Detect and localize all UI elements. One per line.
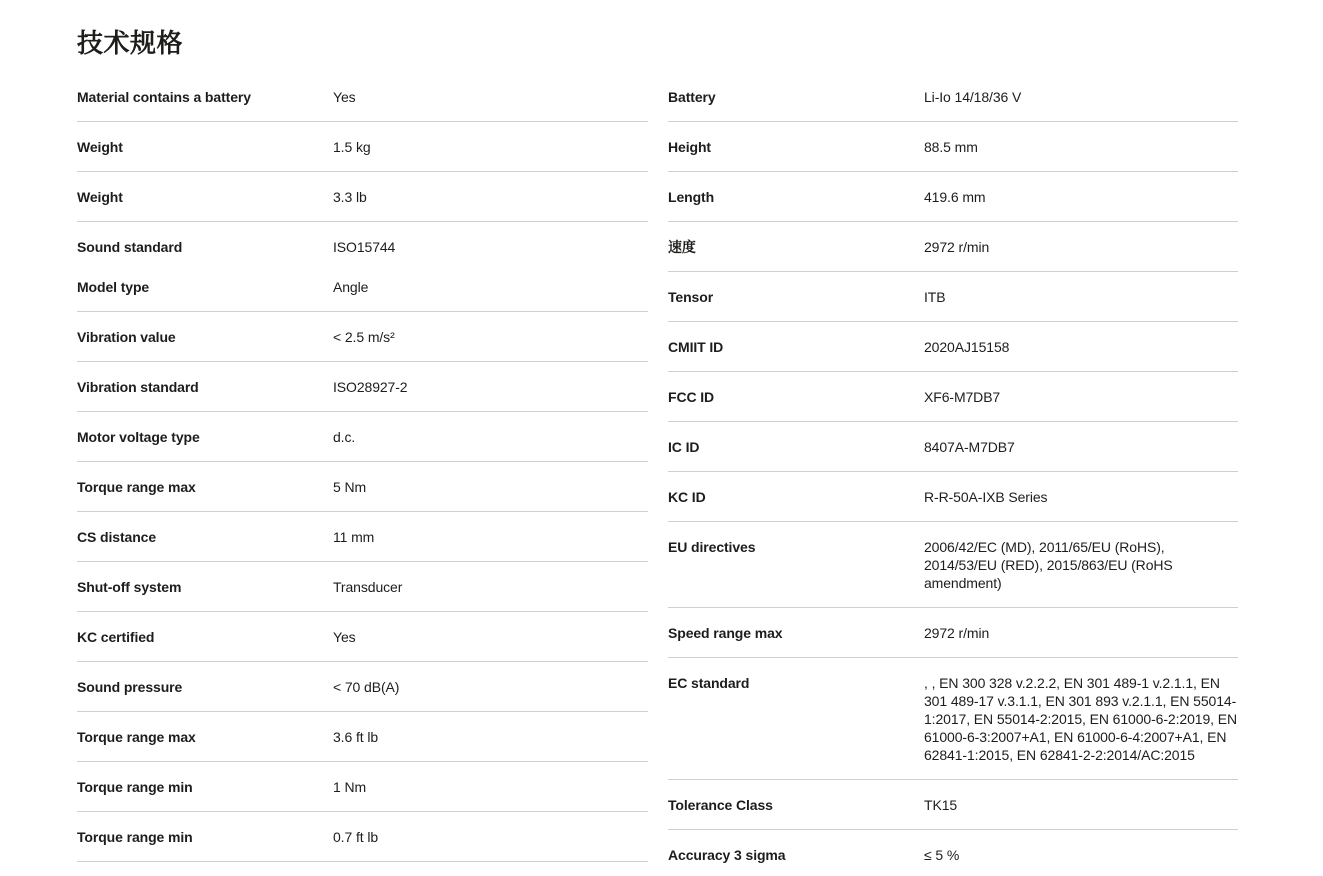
spec-row [77, 362, 648, 412]
spec-pair [668, 238, 1238, 256]
spec-label: 速度 [668, 239, 696, 255]
spec-pair [77, 328, 648, 346]
spec-pair [77, 188, 648, 206]
spec-value: ITB [924, 289, 946, 305]
spec-value: 11 mm [333, 529, 375, 545]
spec-table [77, 72, 1238, 876]
spec-label: Accuracy 3 sigma [668, 847, 786, 863]
spec-label: Tensor [668, 289, 714, 305]
spec-value: < 70 dB(A) [333, 679, 400, 695]
spec-label: Shut-off system [77, 579, 182, 595]
spec-pair [77, 628, 648, 646]
spec-row [668, 658, 1238, 780]
spec-label: CMIIT ID [668, 339, 724, 355]
spec-pair [668, 674, 1238, 764]
spec-label: Weight [77, 139, 123, 155]
spec-value: d.c. [333, 429, 356, 445]
spec-pair [77, 678, 648, 696]
spec-pair [77, 428, 648, 446]
spec-value: TK15 [924, 797, 958, 813]
spec-label: CS distance [77, 529, 157, 545]
spec-label: Vibration value [77, 329, 176, 345]
spec-row [77, 712, 648, 762]
spec-pair [77, 778, 648, 796]
spec-value: R-R-50A-IXB Series [924, 489, 1048, 505]
spec-label: Sound pressure [77, 679, 183, 695]
spec-pair [668, 288, 1238, 306]
spec-row [77, 562, 648, 612]
spec-label: EU directives [668, 539, 756, 555]
spec-value: 8407A-M7DB7 [924, 439, 1015, 455]
spec-row [77, 72, 648, 122]
spec-value: , , EN 300 328 v.2.2.2, EN 301 489-1 v.2.1.1, EN 301 489-17 v.3.1.1, EN 301 893 v.2.1.1, EN 55014-1:2017, EN 55014-2:2015, EN 61000-6-2:2019, EN 61000-6-3:2007+A1, EN 61000-6-4:2007+A1, EN 62841-1:2015, EN 62841-2-2:2014/AC:2015 [924, 675, 1237, 763]
spec-row [668, 372, 1238, 422]
spec-label: Battery [668, 89, 716, 105]
spec-label: KC ID [668, 489, 706, 505]
spec-value: ISO15744 [333, 239, 396, 255]
spec-value: Yes [333, 629, 356, 645]
spec-row [668, 780, 1238, 830]
spec-pair [668, 796, 1238, 814]
spec-value: 1 Nm [333, 779, 367, 795]
spec-value: 2020AJ15158 [924, 339, 1010, 355]
spec-row [668, 122, 1238, 172]
spec-row [668, 272, 1238, 322]
spec-pair [77, 528, 648, 546]
spec-label: Tolerance Class [668, 797, 773, 813]
spec-pair [668, 624, 1238, 642]
spec-pair [77, 828, 648, 846]
spec-row [77, 462, 648, 512]
spec-label: Sound standard [77, 239, 183, 255]
spec-value: Transducer [333, 579, 403, 595]
spec-label: EC standard [668, 675, 750, 691]
spec-row [668, 72, 1238, 122]
spec-value: ≤ 5 % [924, 847, 960, 863]
spec-row [77, 312, 648, 362]
spec-label: Motor voltage type [77, 429, 200, 445]
spec-row [77, 812, 648, 862]
spec-value: 88.5 mm [924, 139, 978, 155]
spec-value: 3.3 lb [333, 189, 367, 205]
spec-value: Yes [333, 89, 356, 105]
spec-label: Torque range max [77, 479, 196, 495]
spec-pair [77, 378, 648, 396]
spec-label: Torque range max [77, 729, 196, 745]
spec-pair [668, 846, 1238, 864]
spec-label: Vibration standard [77, 379, 199, 395]
spec-column-left [77, 72, 648, 862]
spec-label: IC ID [668, 439, 700, 455]
spec-value: Angle [333, 279, 369, 295]
spec-label: Torque range min [77, 829, 193, 845]
spec-label: Speed range max [668, 625, 783, 641]
spec-pair [77, 278, 648, 296]
spec-label: Length [668, 189, 715, 205]
spec-pair [668, 488, 1238, 506]
spec-pair [77, 578, 648, 596]
spec-label: Material contains a battery [77, 89, 251, 105]
spec-pair [668, 88, 1238, 106]
spec-row [77, 172, 648, 222]
spec-row [668, 422, 1238, 472]
spec-row [77, 762, 648, 812]
spec-value: 2972 r/min [924, 239, 990, 255]
spec-row [77, 222, 648, 312]
spec-row [668, 472, 1238, 522]
spec-row [668, 830, 1238, 876]
spec-value: 5 Nm [333, 479, 367, 495]
spec-value: Li-Io 14/18/36 V [924, 89, 1022, 105]
spec-row [77, 662, 648, 712]
spec-label: FCC ID [668, 389, 715, 405]
spec-value: 2972 r/min [924, 625, 990, 641]
spec-value: 419.6 mm [924, 189, 986, 205]
spec-pair [668, 338, 1238, 356]
spec-pair [77, 238, 648, 256]
spec-value: XF6-M7DB7 [924, 389, 1001, 405]
spec-row [77, 122, 648, 172]
page-title: 技术规格 [77, 28, 184, 58]
spec-label: Height [668, 139, 711, 155]
spec-pair [668, 438, 1238, 456]
spec-row [77, 412, 648, 462]
spec-pair [668, 138, 1238, 156]
spec-row [668, 608, 1238, 658]
spec-row [668, 522, 1238, 608]
spec-pair [77, 478, 648, 496]
spec-row [668, 172, 1238, 222]
spec-value: 1.5 kg [333, 139, 371, 155]
spec-label: Torque range min [77, 779, 193, 795]
spec-label: Model type [77, 279, 150, 295]
spec-row [668, 322, 1238, 372]
spec-pair [668, 188, 1238, 206]
spec-value: 0.7 ft lb [333, 829, 379, 845]
spec-pair [77, 728, 648, 746]
spec-value: < 2.5 m/s² [333, 329, 395, 345]
spec-pair [668, 538, 1238, 592]
spec-pair [77, 138, 648, 156]
spec-column-right [668, 72, 1238, 876]
spec-pair [668, 388, 1238, 406]
spec-value: ISO28927-2 [333, 379, 408, 395]
spec-label: KC certified [77, 629, 155, 645]
spec-value: 3.6 ft lb [333, 729, 379, 745]
spec-label: Weight [77, 189, 123, 205]
spec-page [77, 0, 1238, 876]
spec-row [668, 222, 1238, 272]
spec-row [77, 512, 648, 562]
spec-row [77, 612, 648, 662]
spec-pair [77, 88, 648, 106]
spec-value: 2006/42/EC (MD), 2011/65/EU (RoHS), 2014/53/EU (RED), 2015/863/EU (RoHS amendment) [924, 539, 1173, 591]
